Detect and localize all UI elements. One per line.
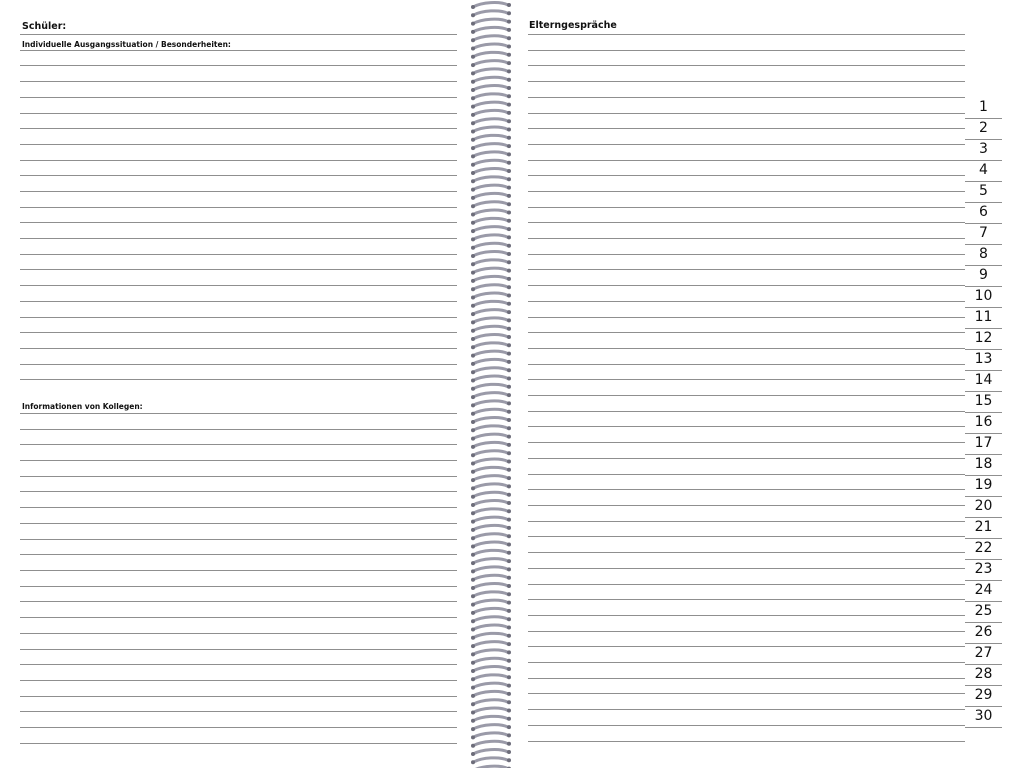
ruled-line bbox=[20, 633, 457, 634]
spiral-coil bbox=[471, 160, 511, 166]
ruled-line bbox=[20, 34, 457, 35]
spiral-coil bbox=[471, 193, 511, 199]
ruled-line bbox=[20, 523, 457, 524]
tab-separator bbox=[965, 538, 1002, 539]
spiral-coil bbox=[471, 675, 511, 681]
tab-number: 19 bbox=[974, 477, 993, 493]
spiral-coil bbox=[471, 700, 511, 706]
tab-separator bbox=[965, 307, 1002, 308]
spiral-coil bbox=[471, 127, 511, 133]
tab-separator bbox=[965, 706, 1002, 707]
tab-separator bbox=[965, 202, 1002, 203]
tab-separator bbox=[965, 601, 1002, 602]
tab-number: 18 bbox=[974, 456, 993, 472]
tab-number: 20 bbox=[974, 498, 993, 514]
tab-number: 17 bbox=[974, 435, 993, 451]
ruled-line bbox=[528, 395, 965, 396]
tab-number: 9 bbox=[979, 267, 988, 283]
ruled-line bbox=[528, 662, 965, 663]
left-page bbox=[0, 0, 465, 768]
ruled-line bbox=[20, 113, 457, 114]
ruled-line bbox=[528, 693, 965, 694]
ruled-line bbox=[528, 552, 965, 553]
spiral-coil bbox=[471, 542, 511, 548]
ruled-line bbox=[20, 50, 457, 51]
ruled-line bbox=[528, 301, 965, 302]
ruled-line bbox=[20, 238, 457, 239]
spiral-coil bbox=[471, 750, 511, 756]
ruled-line bbox=[20, 254, 457, 255]
spiral-coil bbox=[471, 691, 511, 697]
spiral-coil bbox=[471, 227, 511, 233]
spiral-coil bbox=[471, 525, 511, 531]
spiral-coil bbox=[471, 501, 511, 507]
tab-number: 2 bbox=[979, 120, 988, 136]
tab-separator bbox=[965, 244, 1002, 245]
spiral-coil bbox=[471, 110, 511, 116]
spiral-coil bbox=[471, 276, 511, 282]
spiral-coil bbox=[471, 426, 511, 432]
spiral-coil bbox=[471, 650, 511, 656]
ruled-line bbox=[20, 554, 457, 555]
tab-number: 4 bbox=[979, 162, 988, 178]
ruled-line bbox=[20, 285, 457, 286]
spiral-coil bbox=[471, 758, 511, 764]
spiral-coil bbox=[471, 218, 511, 224]
spiral-coil bbox=[471, 260, 511, 266]
ruled-line bbox=[528, 489, 965, 490]
ruled-line bbox=[20, 617, 457, 618]
ruled-line bbox=[528, 442, 965, 443]
tab-separator bbox=[965, 328, 1002, 329]
spiral-coil bbox=[471, 459, 511, 465]
spiral-coil bbox=[471, 575, 511, 581]
spiral-coil bbox=[471, 77, 511, 83]
tab-separator bbox=[965, 160, 1002, 161]
spiral-coil bbox=[471, 608, 511, 614]
spiral-coil bbox=[471, 11, 511, 17]
ruled-line bbox=[528, 615, 965, 616]
spiral-coil bbox=[471, 467, 511, 473]
tab-separator bbox=[965, 643, 1002, 644]
ruled-line bbox=[528, 458, 965, 459]
ruled-line bbox=[528, 97, 965, 98]
ruled-line bbox=[20, 711, 457, 712]
tab-separator bbox=[965, 391, 1002, 392]
ruled-line bbox=[20, 539, 457, 540]
ruled-line bbox=[528, 536, 965, 537]
ruled-line bbox=[20, 680, 457, 681]
ruled-line bbox=[20, 191, 457, 192]
spiral-coil bbox=[471, 368, 511, 374]
parents-label: Elterngespräche bbox=[529, 20, 617, 31]
spiral-coil bbox=[471, 633, 511, 639]
ruled-line bbox=[20, 664, 457, 665]
spiral-coil bbox=[471, 177, 511, 183]
tab-number: 5 bbox=[979, 183, 988, 199]
spiral-coil bbox=[471, 667, 511, 673]
tab-separator bbox=[965, 727, 1002, 728]
tab-number: 28 bbox=[974, 666, 993, 682]
ruled-line bbox=[20, 379, 457, 380]
spiral-coil bbox=[471, 252, 511, 258]
tab-number: 7 bbox=[979, 225, 988, 241]
tab-separator bbox=[965, 664, 1002, 665]
ruled-line bbox=[20, 743, 457, 744]
tab-separator bbox=[965, 517, 1002, 518]
ruled-line bbox=[20, 65, 457, 66]
spiral-coil bbox=[471, 36, 511, 42]
spiral-coil bbox=[471, 318, 511, 324]
spiral-coil bbox=[471, 683, 511, 689]
ruled-line bbox=[20, 696, 457, 697]
spiral-coil bbox=[471, 185, 511, 191]
spiral-coil bbox=[471, 584, 511, 590]
spiral-coil bbox=[471, 534, 511, 540]
spiral-coil bbox=[471, 285, 511, 291]
ruled-line bbox=[20, 491, 457, 492]
ruled-line bbox=[528, 332, 965, 333]
spiral-coil bbox=[471, 335, 511, 341]
spiral-coil bbox=[471, 559, 511, 565]
ruled-line bbox=[20, 207, 457, 208]
spiral-coil bbox=[471, 310, 511, 316]
spiral-coil bbox=[471, 326, 511, 332]
spiral-coil bbox=[471, 592, 511, 598]
spiral-coil bbox=[471, 550, 511, 556]
spiral-coil bbox=[471, 625, 511, 631]
spiral-coil bbox=[471, 401, 511, 407]
spiral-coil bbox=[471, 69, 511, 75]
ruled-line bbox=[20, 269, 457, 270]
ruled-line bbox=[20, 317, 457, 318]
spiral-coil bbox=[471, 243, 511, 249]
spiral-coil bbox=[471, 658, 511, 664]
spiral-coil bbox=[471, 451, 511, 457]
tab-number: 30 bbox=[974, 708, 993, 724]
spiral-coil bbox=[471, 94, 511, 100]
spiral-coil bbox=[471, 509, 511, 515]
ruled-line bbox=[528, 348, 965, 349]
tab-separator bbox=[965, 454, 1002, 455]
tab-separator bbox=[965, 433, 1002, 434]
ruled-line bbox=[20, 128, 457, 129]
spiral-coil bbox=[471, 642, 511, 648]
ruled-line bbox=[20, 222, 457, 223]
spiral-coil bbox=[471, 733, 511, 739]
tab-separator bbox=[965, 286, 1002, 287]
spiral-coil bbox=[471, 19, 511, 25]
ruled-line bbox=[528, 505, 965, 506]
ruled-line bbox=[20, 727, 457, 728]
tab-separator bbox=[965, 580, 1002, 581]
tab-number: 24 bbox=[974, 582, 993, 598]
tab-number: 22 bbox=[974, 540, 993, 556]
spiral-coil bbox=[471, 567, 511, 573]
spiral-coil bbox=[471, 52, 511, 58]
spiral-coil bbox=[471, 293, 511, 299]
ruled-line bbox=[528, 741, 965, 742]
tab-number: 29 bbox=[974, 687, 993, 703]
ruled-line bbox=[20, 570, 457, 571]
tab-number: 13 bbox=[974, 351, 993, 367]
ruled-line bbox=[20, 175, 457, 176]
spiral-coil bbox=[471, 600, 511, 606]
spiral-coil bbox=[471, 210, 511, 216]
tab-number: 11 bbox=[974, 309, 993, 325]
tab-number: 10 bbox=[974, 288, 993, 304]
ruled-line bbox=[528, 222, 965, 223]
student-label: Schüler: bbox=[22, 21, 67, 32]
tab-number: 16 bbox=[974, 414, 993, 430]
spiral-coil bbox=[471, 476, 511, 482]
spiral-coil bbox=[471, 61, 511, 67]
ruled-line bbox=[528, 50, 965, 51]
ruled-line bbox=[528, 254, 965, 255]
tab-number: 27 bbox=[974, 645, 993, 661]
spiral-coil bbox=[471, 708, 511, 714]
ruled-line bbox=[20, 413, 457, 414]
ruled-line bbox=[528, 207, 965, 208]
tab-number: 14 bbox=[974, 372, 993, 388]
spiral-coil bbox=[471, 725, 511, 731]
ruled-line bbox=[528, 144, 965, 145]
colleagues-label: Informationen von Kollegen: bbox=[22, 402, 143, 411]
ruled-line bbox=[528, 128, 965, 129]
spiral-coil bbox=[471, 741, 511, 747]
ruled-line bbox=[528, 238, 965, 239]
tab-separator bbox=[965, 370, 1002, 371]
spiral-coil bbox=[471, 301, 511, 307]
spiral-coil bbox=[471, 102, 511, 108]
spiral-coil bbox=[471, 202, 511, 208]
tab-number: 12 bbox=[974, 330, 993, 346]
ruled-line bbox=[528, 521, 965, 522]
tab-separator bbox=[965, 496, 1002, 497]
tab-separator bbox=[965, 118, 1002, 119]
ruled-line bbox=[528, 678, 965, 679]
spiral-coil bbox=[471, 617, 511, 623]
spiral-coil bbox=[471, 3, 511, 9]
ruled-line bbox=[20, 476, 457, 477]
ruled-line bbox=[20, 649, 457, 650]
spiral-coil bbox=[471, 716, 511, 722]
ruled-line bbox=[20, 332, 457, 333]
tab-number: 15 bbox=[974, 393, 993, 409]
spiral-coil bbox=[471, 86, 511, 92]
spiral-coil bbox=[471, 384, 511, 390]
spiral-coil bbox=[471, 484, 511, 490]
ruled-line bbox=[20, 429, 457, 430]
tab-separator bbox=[965, 349, 1002, 350]
ruled-line bbox=[528, 411, 965, 412]
spiral-coil bbox=[471, 152, 511, 158]
ruled-line bbox=[528, 568, 965, 569]
tab-separator bbox=[965, 685, 1002, 686]
tab-number: 23 bbox=[974, 561, 993, 577]
spiral-coil bbox=[471, 351, 511, 357]
ruled-line bbox=[20, 601, 457, 602]
ruled-line bbox=[528, 175, 965, 176]
spiral-coil bbox=[471, 359, 511, 365]
ruled-line bbox=[528, 426, 965, 427]
spiral-coil bbox=[471, 393, 511, 399]
tab-separator bbox=[965, 559, 1002, 560]
ruled-line bbox=[528, 113, 965, 114]
ruled-line bbox=[528, 191, 965, 192]
ruled-line bbox=[528, 631, 965, 632]
ruled-line bbox=[528, 65, 965, 66]
tab-separator bbox=[965, 223, 1002, 224]
spiral-coil bbox=[471, 27, 511, 33]
tab-number: 25 bbox=[974, 603, 993, 619]
spiral-coil bbox=[471, 376, 511, 382]
ruled-line bbox=[528, 317, 965, 318]
tab-separator bbox=[965, 622, 1002, 623]
spiral-coil bbox=[471, 169, 511, 175]
ruled-line bbox=[528, 646, 965, 647]
ruled-line bbox=[528, 599, 965, 600]
background-label: Individuelle Ausgangssituation / Besonderheiten: bbox=[22, 40, 231, 49]
ruled-line bbox=[20, 460, 457, 461]
spiral-binding bbox=[468, 0, 518, 768]
ruled-line bbox=[528, 474, 965, 475]
spiral-coil bbox=[471, 135, 511, 141]
tab-number: 8 bbox=[979, 246, 988, 262]
ruled-line bbox=[528, 379, 965, 380]
ruled-line bbox=[20, 348, 457, 349]
tab-number: 3 bbox=[979, 141, 988, 157]
spiral-coil bbox=[471, 517, 511, 523]
tab-separator bbox=[965, 181, 1002, 182]
tab-separator bbox=[965, 412, 1002, 413]
ruled-line bbox=[528, 584, 965, 585]
ruled-line bbox=[528, 364, 965, 365]
tab-separator bbox=[965, 139, 1002, 140]
ruled-line bbox=[20, 364, 457, 365]
spiral-coil bbox=[471, 44, 511, 50]
ruled-line bbox=[528, 725, 965, 726]
spiral-coil bbox=[471, 119, 511, 125]
ruled-line bbox=[528, 269, 965, 270]
ruled-line bbox=[20, 444, 457, 445]
spiral-coil bbox=[471, 418, 511, 424]
tab-number: 6 bbox=[979, 204, 988, 220]
ruled-line bbox=[20, 160, 457, 161]
tab-number: 21 bbox=[974, 519, 993, 535]
ruled-line bbox=[20, 97, 457, 98]
tab-number: 1 bbox=[979, 99, 988, 115]
tab-number: 26 bbox=[974, 624, 993, 640]
ruled-line bbox=[528, 285, 965, 286]
ruled-line bbox=[20, 81, 457, 82]
right-page bbox=[520, 0, 1024, 768]
ruled-line bbox=[528, 709, 965, 710]
spiral-coil bbox=[471, 492, 511, 498]
tab-separator bbox=[965, 265, 1002, 266]
spiral-coil bbox=[471, 409, 511, 415]
spiral-coil bbox=[471, 235, 511, 241]
ruled-line bbox=[20, 586, 457, 587]
ruled-line bbox=[528, 81, 965, 82]
tab-separator bbox=[965, 475, 1002, 476]
spiral-coil bbox=[471, 144, 511, 150]
ruled-line bbox=[20, 507, 457, 508]
ruled-line bbox=[20, 144, 457, 145]
ruled-line bbox=[528, 160, 965, 161]
spiral-coil bbox=[471, 442, 511, 448]
ruled-line bbox=[20, 301, 457, 302]
spiral-coil bbox=[471, 268, 511, 274]
spiral-coil bbox=[471, 434, 511, 440]
ruled-line bbox=[528, 34, 965, 35]
spiral-coil bbox=[471, 343, 511, 349]
